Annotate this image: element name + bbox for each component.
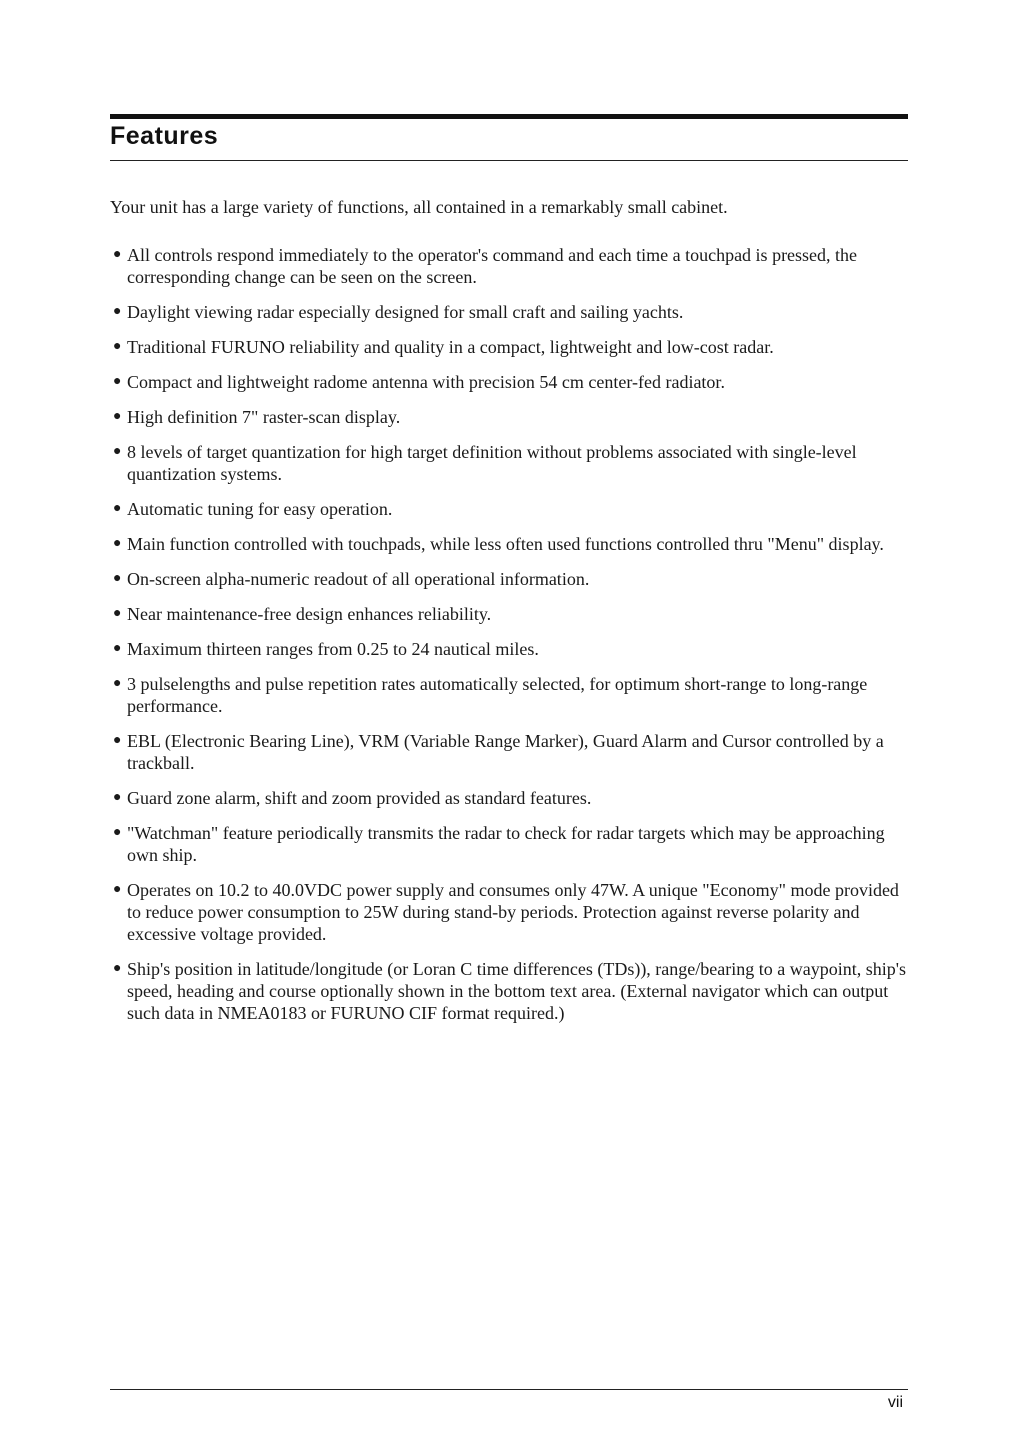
list-item xyxy=(110,568,910,590)
top-rule xyxy=(110,114,908,119)
list-item xyxy=(110,730,910,774)
bullet-icon: ● xyxy=(113,247,122,262)
bullet-icon: ● xyxy=(113,501,122,516)
bullet-icon: ● xyxy=(113,676,122,691)
list-item xyxy=(110,638,910,660)
feature-text: High definition 7" raster-scan display. xyxy=(127,407,401,427)
feature-list xyxy=(110,244,910,1037)
bullet-icon: ● xyxy=(113,825,122,840)
feature-text: Traditional FURUNO reliability and quality in a compact, lightweight and low-cost radar. xyxy=(127,337,774,357)
list-item xyxy=(110,441,910,485)
bullet-icon: ● xyxy=(113,606,122,621)
list-item xyxy=(110,787,910,809)
bullet-icon: ● xyxy=(113,409,122,424)
list-item xyxy=(110,533,910,555)
feature-text: "Watchman" feature periodically transmits the radar to check for radar targets which may be approaching own ship. xyxy=(127,823,885,865)
list-item xyxy=(110,673,910,717)
bullet-icon: ● xyxy=(113,571,122,586)
list-item xyxy=(110,498,910,520)
feature-text: EBL (Electronic Bearing Line), VRM (Variable Range Marker), Guard Alarm and Cursor controlled by a trackball. xyxy=(127,731,884,773)
list-item xyxy=(110,301,910,323)
feature-text: Guard zone alarm, shift and zoom provided as standard features. xyxy=(127,788,592,808)
feature-text: Operates on 10.2 to 40.0VDC power supply and consumes only 47W. A unique "Economy" mode provided to reduce power consumption to 25W during stand-by periods. Protection against reverse polarity and excessive voltage provided. xyxy=(127,880,899,944)
page-number: vii xyxy=(887,1394,903,1411)
bullet-icon: ● xyxy=(113,444,122,459)
bullet-icon: ● xyxy=(113,733,122,748)
list-item xyxy=(110,958,910,1024)
list-item xyxy=(110,822,910,866)
feature-text: Ship's position in latitude/longitude (or Loran C time differences (TDs)), range/bearing to a waypoint, ship's speed, heading and course optionally shown in the bottom text area. (External navigator which can output such data in NMEA0183 or FURUNO CIF format required.) xyxy=(127,959,906,1023)
feature-text: Compact and lightweight radome antenna with precision 54 cm center-fed radiator. xyxy=(127,372,725,392)
bullet-icon: ● xyxy=(113,304,122,319)
list-item xyxy=(110,603,910,625)
feature-text: On-screen alpha-numeric readout of all operational information. xyxy=(127,569,590,589)
section-title: Features xyxy=(110,122,219,150)
bullet-icon: ● xyxy=(113,961,122,976)
list-item xyxy=(110,406,910,428)
footer-rule xyxy=(110,1389,908,1390)
heading-rule xyxy=(110,160,908,161)
list-item xyxy=(110,371,910,393)
feature-text: Automatic tuning for easy operation. xyxy=(127,499,393,519)
bullet-icon: ● xyxy=(113,339,122,354)
feature-text: 3 pulselengths and pulse repetition rates automatically selected, for optimum short-range to long-range performance. xyxy=(127,674,868,716)
feature-text: Main function controlled with touchpads, while less often used functions controlled thru "Menu" display. xyxy=(127,534,884,554)
feature-text: 8 levels of target quantization for high target definition without problems associated with single-level quantization systems. xyxy=(127,442,857,484)
feature-text: Maximum thirteen ranges from 0.25 to 24 nautical miles. xyxy=(127,639,539,659)
bullet-icon: ● xyxy=(113,641,122,656)
intro-paragraph: Your unit has a large variety of functions, all contained in a remarkably small cabinet. xyxy=(110,197,728,217)
bullet-icon: ● xyxy=(113,790,122,805)
feature-text: All controls respond immediately to the operator's command and each time a touchpad is pressed, the corresponding change can be seen on the screen. xyxy=(127,245,858,287)
bullet-icon: ● xyxy=(113,374,122,389)
list-item xyxy=(110,336,910,358)
list-item xyxy=(110,879,910,945)
bullet-icon: ● xyxy=(113,536,122,551)
list-item xyxy=(110,244,910,288)
bullet-icon: ● xyxy=(113,882,122,897)
feature-text: Near maintenance-free design enhances reliability. xyxy=(127,604,492,624)
feature-text: Daylight viewing radar especially designed for small craft and sailing yachts. xyxy=(127,302,684,322)
